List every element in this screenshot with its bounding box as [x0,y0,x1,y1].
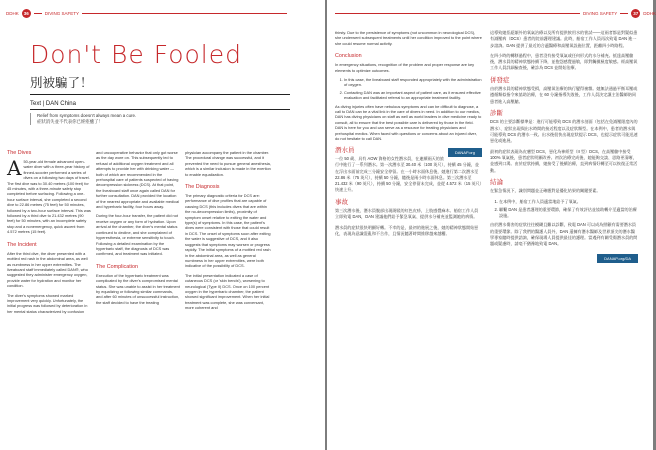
title-rule [30,94,290,95]
conclusion-list-cn [490,199,638,220]
list-item: 2. Contacting DAN was an important aspect of patient care, as it ensured effective evaluation and facilitated referral to an appropriate treatment facility. [344,90,482,101]
section-heading-cn: 潛水員 [335,146,355,154]
paragraph-text: 50-year-old female advanced open-water diver with a three-year history of finned-scooter performed a series of dives on a following two days of travel. The first dive was to 30.40 metres (100 feet) for 45 minutes, with a three-minute safety stop completed before surfacing. Following a one-hour surface interval, she completed a second dive to 22.86 metres (75 feet) for 50 minutes, followed by a two-hour surface interval. This was followed by a third dive to 21.432 metres (90 feet) for 50 minutes, with an incomplete safety stop and a nonemergency, quick ascent from 4.572 metres (15 feet). [7,159,91,235]
paragraph-cn: 最初的症狀表現為皮膚型 DCS，惡化為神經型（II 型）DCS。在高壓艙中接受 100% 氧氣後，患者症狀明顯改善。初次治療完成後，她能夠交談、思路更清晰，並感到口渴。由於症狀持續，她接受了後續治療，直到病情好轉至可以恢復正常活動。 [490,148,638,173]
list-item: 1. 在本例中，船宿工作人員適當地給予了氧氣。 [499,199,638,205]
paragraph-cn: 一位 50 歲、具有 AOW 資格的女性潛水員，在連續兩天的旅行中進行了一系列潛水。第一次潛水至 30.40 米（100 英尺），持續 45 分鐘，並在浮出水面前完成三分鐘安全停留。在一小時水面休息後，她進行第二次潛水至 22.86 米（75 英尺），持續 50 分鐘，隨後是兩小時水面休息。第三次潛水至 21.432 米（90 英尺），持續 50 分鐘，安全停留未完成，並從 4.572 米（15 英尺）快速上升。 [335,155,482,193]
paragraph: As diving injuries often have nebulous symptoms and can be difficult to diagnose, a call to DAN can be a vital link in the care of divers in need. In addition to our medics, DAN has diving physicians on staff as well as world leaders in dive medicine ready to consult, all to ensure that the best possible care is delivered by those in the field. DAN is here for you and can serve as a resource for treating physicians and prehospital medics. When faced with questions or concerns about an injured diver, do not hesitate to call DAN. [335,103,482,142]
section-heading-cn: 併發症 [490,76,510,84]
right-page [327,0,656,450]
magazine-name: DDHK [6,10,19,16]
section-name: DIVING SAFETY [44,10,80,16]
header-rule [620,13,628,14]
paragraph: physician accompany the patient in the chamber. The procedural change was successful, and it prevented the need to pursue general anesthesia, which is a similar inclusion is made in the exertion to enable equalization. [185,150,271,177]
left-page [0,0,325,450]
paragraph-cn: 潛水員的症狀很快明顯好轉。不幸的是，最初的進展之後，她的精神狀態開始惡化，表現為意識混亂和不合作，且情況隨著時間推移越來越糟。 [335,224,479,236]
left-column-1 [7,150,91,446]
paragraph-cn: DCS 的主要診斷標準是：進行可能導致 DCS 的潛水剖面（包括在免減壓限度內的潛水）、症狀出現與出水時間的接近程度以及症狀類型。在本例中，患者的潛水與可能導致 DCS 的潛水一致。出水後很快出現症狀提示 DCS，也提示症狀可能迅速惡化或進展。 [490,119,638,144]
paragraph: thirsty. Due to the persistence of symptoms (not uncommon in neurological DCS), she underwent subsequent treatments until her condition improved to the point where she could resume normal activity. [335,30,482,46]
list-item: 2. 聯繫 DAN 是患者護理的重要環節，確保了有效評估並協助轉介至適當的治療設施。 [499,207,638,220]
left-column-2 [96,150,180,446]
section-heading: The Diagnosis [185,184,220,191]
right-column-1 [335,30,482,446]
dan-website-tag[interactable]: DANAP.org [448,148,482,157]
dan-website-tag[interactable]: DANAP.org/DA [597,254,638,263]
section-name: DIVING SAFETY [583,10,618,16]
paragraph-cn: 由於潛水傷害的症狀往往模糊且難以診斷，致電 DAN 可以成為照顧有需要潛水員的重要環節。除了我們的醫護人員外，DAN 還擁有潛水醫師及世界頂尖的潛水醫學專家隨時提供諮詢，確保現場人員提供最佳的護理。當遇到有關受傷潛水員的問題或疑慮時，請毫不猶豫地致電 DAN。 [490,222,638,247]
magazine-name: DDHK [643,10,656,16]
paragraph-cn: 第三次潛水後，潛水員腹部出現斑駁的紅色皮疹，上肢感覺麻木。船宿工作人員立即致電 DAN，DAN 建議他們給予緊急氧氣、提供水分補充並監測她的病情。 [335,208,479,220]
paragraph-cn: 由於潛水員的精神狀態受損，高壓氧治療的執行變得複雜。她無法通過平衡耳壓或遵循類似指令來協助治療，在 60 分鐘指導失敗後，工作人員決定讓主治醫師陪同患者進入高壓艙。 [490,86,638,104]
intro-en: Relief from symptoms doesn't always mean a cure. [37,113,137,118]
section-heading: The Dives [7,150,32,156]
header-rule [34,13,42,14]
byline: Text | DAN China [30,101,76,107]
page-number: 36 [23,10,29,16]
byline-rule [30,109,290,110]
section-heading-cn: 事故 [335,198,348,206]
paragraph-cn: 在四小時的轉移過程中，患者沒有接受氧氣或任何形式的水分補充。抵達高壓艙後，潛水員的精神狀態持續下降，並抱怨感覺過敏，即對觸摸極度敏感。經高壓氧工作人員詳細檢查後，確診為 DCS 並開始治療。 [490,52,638,71]
paragraph: The diver's symptoms showed marked improvement very quickly. Unfortunately, the initial progress was followed by deterioration in her mental status characterized by confusion [7,292,88,314]
section-heading-cn: 結論 [490,178,503,186]
conclusion-list [335,77,482,101]
paragraph-cn: 在緊急情況下，識別問題並正確應對是優化結果的關鍵要素。 [490,188,601,194]
paragraph: In emergency situations, recognition of the problem and proper response are key elements to optimize outcomes. [335,62,475,73]
section-heading-cn: 診斷 [490,110,503,118]
intro-cn: 症狀消失並不代表你已經痊癒了！ [37,119,103,124]
paragraph: and uncooperative behavior that only got worse as the day wore on. This subsequently led to refusal of additional oxygen treatment and all attempts to provide her with drinking water — both of which are recommended in the prehospital care of patients suspected of having decompression sickness (DCS). At that point, the liveaboard staff once again called DAN for further consultation. DAN provided the location of the nearest appropriate and available medical and hyperbaric facility, four hours away. [96,150,180,210]
paragraph: Execution of the hyperbaric treatment was complicated by the diver's compromised mental status. She was unable to assist in her treatment by equalizing or following similar commands, and after 60 minutes of unsuccessful instruction, the staff decided to have the treating [96,272,180,305]
left-page-header [6,8,287,18]
drop-cap: A [7,156,22,180]
right-column-2 [490,30,638,446]
list-item: 1. In this case, the liveaboard staff responded appropriately with the administration of oxygen. [344,77,482,88]
paragraph: The initial presentation indicated a case of cutaneous DCS (or 'skin bends'), worsening to neurological (Type II) DCS. Once on 100 percent oxygen in the hyperbaric chamber, the patient showed significant improvement. When her initial treatment was complete, she was conversant, more coherent and [185,272,270,311]
section-heading: Conclusion [335,53,362,60]
section-heading: The Incident [7,241,37,248]
page-number: 37 [633,10,639,16]
article-title-cn: 別被騙了！ [30,75,93,90]
right-page-header [335,8,656,18]
header-rule [335,13,580,14]
intro-block [30,113,237,125]
paragraph-cn: 這導致她拒絕額外的氧氣治療以及所有提供飲用水的嘗試——這兩者都是對疑似患有減壓病（DCS）患者的院前護理建議。此時，船宿工作人員再次致電 DAN 進一步諮詢。DAN 提供了最近的合適醫療和高壓氧設施位置，距離四小時路程。 [490,30,638,48]
section-heading: The Complication [96,263,138,270]
paragraph: After the third dive, the diver presented with a mottled red rash in the abdominal area, as well as numbness in her upper extremities. The liveaboard staff immediately called DAN®, who suggested they administer emergency oxygen, provide water for hydration and monitor her condition. [7,250,88,289]
paragraph: The primary diagnostic criteria for DCS are: performance of dive profiles that are capable of causing DCS (this includes dives that are within the no-decompression limits), proximity of symptom onset relative to exiting the water and type(s) of symptoms. In this case, the patient's dives were consistent with those that could result in DCS. The onset of symptoms soon after exiting the water is suggestive of DCS, and it also suggests that symptoms may worsen or progress rapidly. The initial symptoms of a mottled red rash in the abdominal area, as well as general numbness in her upper extremities, were both indicative of the possibility of DCS. [185,193,271,269]
left-column-3 [185,150,271,446]
paragraph [7,156,91,235]
article-title: Don't Be Fooled [30,40,242,69]
header-rule [82,13,287,14]
paragraph: During the four-hour transfer, the patient did not receive oxygen or any form of hydration. Upon arrival at the chamber, the diver's mental status continued to decline, and she complained of hyperesthesia, or extreme sensitivity to touch. Following a detailed examination by the hyperbaric staff, the diagnosis of DCS was confirmed, and treatment was initiated. [96,213,178,257]
